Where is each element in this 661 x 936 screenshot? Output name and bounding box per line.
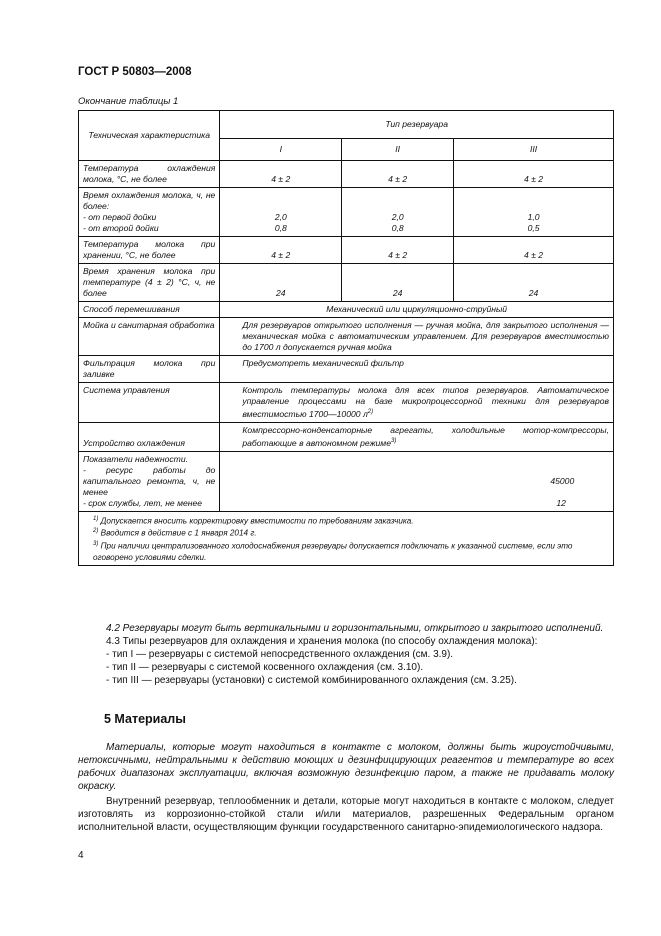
table-row	[79, 302, 614, 318]
cell-value: 45000 12	[220, 451, 614, 511]
row-sublabel: - от второй дойки	[83, 223, 159, 233]
cell-value: Предусмотреть механический фильтр	[220, 356, 614, 383]
footnote: $^{1)}$ Допускается вносить корректировку вместимости по требованиям заказчика.	[93, 515, 414, 526]
cell-value: 4 ± 2	[454, 161, 614, 188]
row-label: Время хранения молока при температуре (4 ± 2) °С, ч, не более	[79, 264, 220, 302]
footnote: $^{2)}$ Вводится в действие с 1 января 2014 г.	[93, 528, 257, 539]
row-sublabel: - от первой дойки	[83, 212, 157, 222]
cell-value: 24	[454, 264, 614, 302]
page-number: 4	[78, 850, 84, 861]
row-label: Температура молока при хранении, °С, не более	[79, 237, 220, 264]
table-row	[79, 188, 614, 237]
cell-value: 24	[342, 264, 454, 302]
row-label: Показатели надежности. - ресурс работы до капитального ремонта, ч, не менее - срок службы, лет, не менее	[79, 451, 220, 511]
paragraph-4-2: 4.2 Резервуары могут быть вертикальными и горизонтальными, открытого и закрытого исполнений.	[106, 623, 604, 634]
table-caption: Окончание таблицы 1	[78, 96, 179, 107]
cell-value: 4 ± 2	[342, 161, 454, 188]
table-row	[79, 237, 614, 264]
cell-value: 1,0 0,5	[454, 188, 614, 237]
cell-value: Контроль температуры молока для всех типов резервуаров. Автоматическое управление процессами на базе микропроцессорной техники для резервуаров вместимостью 1700—10000 $л^{2)}$	[220, 383, 614, 423]
table-notes-row	[79, 511, 614, 565]
paragraph-5-1: Материалы, которые могут находиться в контакте с молоком, должны быть жироустойчивыми, нетоксичными, нейтральными к действию моющих и дезинфицирующих реагентов и температуре во всех рабочих диапазонах эксплуатации, включая возможную дезинфекцию паром, а также не придавать молоку окраску.	[78, 742, 614, 792]
section-title: 5 Материалы	[104, 712, 186, 726]
list-item: - тип I — резервуары с системой непосредственного охлаждения (см. 3.9).	[106, 649, 454, 660]
list-item: - тип II — резервуары с системой косвенного охлаждения (см. 3.10).	[106, 662, 424, 673]
footnote: $^{3)}$ При наличии централизованного холодоснабжения резервуары допускается подключать к указанной системе, если это оговорено условиями сделки.	[93, 541, 573, 562]
paragraph-4-3: 4.3 Типы резервуаров для охлаждения и хранения молока (по способу охлаждения молока):	[106, 636, 538, 647]
section-4-text	[78, 622, 614, 687]
cell-value: Механический или циркуляционно-струйный	[220, 302, 614, 318]
section-5-text	[78, 741, 614, 834]
cell-value: 4 ± 2	[220, 161, 342, 188]
cell-value: Для резервуаров открытого исполнения — ручная мойка, для закрытого исполнения — механическая мойка с автоматическим управлением. Для резервуаров вместимостью до 1700 л допускается ручная мойка	[220, 318, 614, 356]
cell-value: Компрессорно-конденсаторные агрегаты, холодильные мотор-компрессоры, работающие в автономном режиме$^{3)}$	[220, 422, 614, 451]
row-label-text: Время охлаждения молока, ч, не более:	[83, 190, 216, 211]
row-label: Температура охлаждения молока, °С, не более	[79, 161, 220, 188]
row-label: Система управления	[79, 383, 220, 423]
table-row	[79, 451, 614, 511]
cell-value: 24	[220, 264, 342, 302]
row-label: Фильтрация молока при заливке	[79, 356, 220, 383]
header-type-1: I	[220, 139, 342, 161]
row-label: Устройство охлаждения	[79, 422, 220, 451]
table-row	[79, 161, 614, 188]
table-row	[79, 318, 614, 356]
cell-value: 4 ± 2	[454, 237, 614, 264]
table-row	[79, 383, 614, 423]
row-label	[79, 188, 220, 237]
document-header: ГОСТ Р 50803—2008	[78, 66, 192, 78]
table-row	[79, 356, 614, 383]
table-row	[79, 422, 614, 451]
cell-value: 4 ± 2	[342, 237, 454, 264]
spec-table	[78, 110, 614, 566]
header-type-3: III	[454, 139, 614, 161]
list-item: - тип III — резервуары (установки) с системой комбинированного охлаждения (см. 3.25).	[106, 675, 517, 686]
header-characteristic: Техническая характеристика	[79, 111, 220, 161]
table-row	[79, 264, 614, 302]
header-tank-type: Тип резервуара	[220, 111, 614, 139]
paragraph-5-2: Внутренний резервуар, теплообменник и детали, которые могут находиться в контакте с молоком, следует изготовлять из коррозионно-стойкой стали и/или материалов, разрешенных Федеральным органом исполнительной власти, осуществляющим функции государственного санитарно-эпидемиологического надзора.	[78, 796, 614, 833]
row-label: Способ перемешивания	[79, 302, 220, 318]
cell-value: 2,0 0,8	[342, 188, 454, 237]
cell-value: 4 ± 2	[220, 237, 342, 264]
header-type-2: II	[342, 139, 454, 161]
cell-value: 2,0 0,8	[220, 188, 342, 237]
table-notes	[79, 511, 614, 565]
row-label: Мойка и санитарная обработка	[79, 318, 220, 356]
